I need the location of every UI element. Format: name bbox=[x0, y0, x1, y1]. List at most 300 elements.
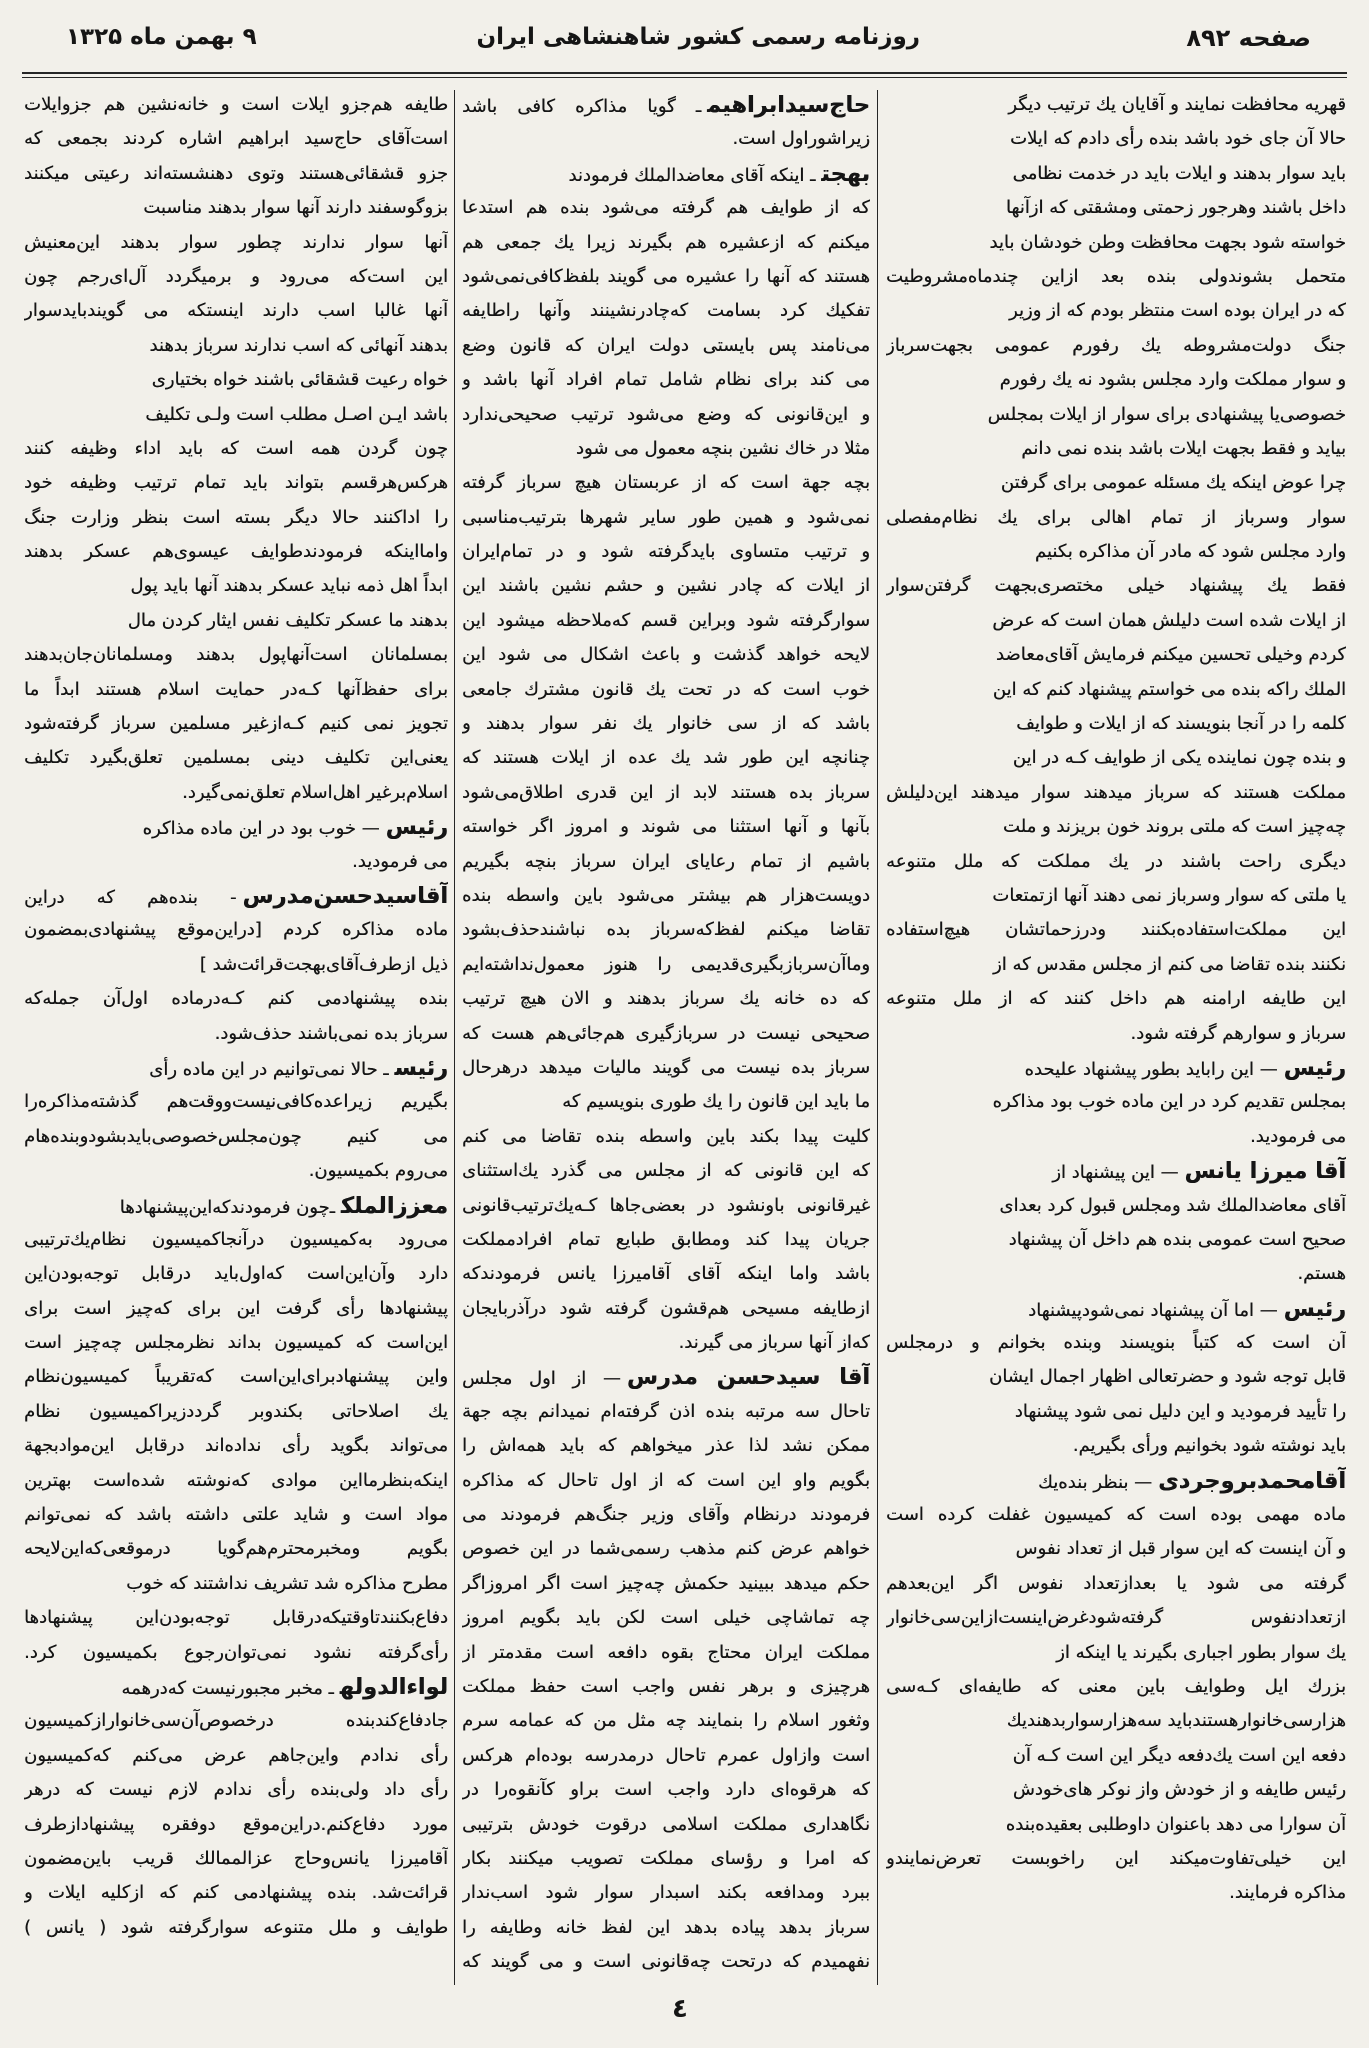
text-line bbox=[24, 1601, 448, 1635]
line-content: بدهند ما عسکر تکلیف نفس ایثار کردن مال bbox=[127, 609, 448, 631]
text-line bbox=[886, 1085, 1346, 1119]
text-line bbox=[462, 604, 870, 638]
text-line bbox=[24, 501, 448, 535]
text-line bbox=[24, 1842, 448, 1876]
text-line bbox=[886, 191, 1346, 225]
line-content: ذیل ازطرف‌آقای‌بهجت‌قرائت‌شد ] bbox=[199, 953, 448, 975]
line-content: کلیت پیدا بکند باین واسطه بنده تقاضا می کنم bbox=[462, 1125, 870, 1147]
issue-date: ۹ بهمن ماه ۱۳۲۵ bbox=[66, 24, 257, 50]
line-content: که ده خانه یك سرباز بدهند و الان هیچ ترتیب bbox=[462, 988, 870, 1010]
line-content: آقامیرزا یانس‌وحاج عزالممالك قریب باین‌مضمون bbox=[24, 1847, 448, 1869]
speech-text: ـ حالا نمی‌توانیم در این ماده رأی bbox=[149, 1058, 389, 1080]
line-content bbox=[462, 92, 870, 118]
line-content: باشد که از سی خانوار یك نفر سوار بدهند و bbox=[462, 713, 870, 735]
line-content: و سوار مملکت وارد مجلس بشود نه یك رفورم bbox=[999, 369, 1346, 391]
line-content: واین پیشنهادبرای‌این‌است که‌تقریباً کمیسیون‌نظام bbox=[24, 1366, 448, 1388]
line-content: و این‌قانونی که وضع می‌شود ترتیب صحیحی‌ندارد bbox=[462, 403, 870, 425]
speech-text: — اما آن پیشنهاد نمی‌شودپیشنهاد bbox=[1028, 1299, 1278, 1321]
line-content: وماآن‌سرباز‌بگیری‌قدیمی را هنوز معمول‌نداشته‌ایم bbox=[462, 953, 870, 975]
line-content: حالا آن جای خود باشد بنده رأی دادم که ایلات bbox=[1010, 128, 1346, 150]
speaker-name: لواءالدوله bbox=[339, 1673, 448, 1700]
speech-text: — از اول مجلس bbox=[462, 1368, 621, 1390]
line-content: هزارسی‌خانوارهستندباید سه‌هزارسواربدهندیك bbox=[1006, 1710, 1346, 1732]
line-content: حکم میدهد ببینید حکمش چه‌چیز است اگر امروزاگر bbox=[462, 1572, 870, 1594]
text-line bbox=[462, 1085, 870, 1119]
line-content: قهریه محافظت نمایند و آقایان یك ترتیب دیگر bbox=[1008, 94, 1346, 115]
line-content: ازتعدادنفوس گرفته‌شودغرض‌اینست‌ازاین‌سی‌خانوار bbox=[886, 1607, 1346, 1629]
text-line bbox=[886, 1842, 1346, 1876]
text-line bbox=[24, 260, 448, 294]
line-content: خوب است که در تحت یك قانون مشترك جامعی bbox=[462, 678, 870, 700]
text-line bbox=[886, 466, 1346, 500]
text-line bbox=[24, 1498, 448, 1532]
text-line bbox=[886, 1395, 1346, 1429]
text-line bbox=[886, 157, 1346, 191]
text-line bbox=[462, 1945, 870, 1979]
speaker-name: آقاسیدحسن‌مدرس bbox=[242, 882, 448, 909]
line-content: که در ایران بوده است منتظر بودم که از وزیر bbox=[1008, 300, 1346, 322]
text-line bbox=[886, 226, 1346, 260]
text-line bbox=[24, 1464, 448, 1498]
text-line bbox=[462, 1704, 870, 1738]
line-content: جزو قشقائی‌هستند وتوی دهنشسته‌اند رعیتی میکنند bbox=[24, 162, 448, 184]
text-line bbox=[462, 1636, 870, 1670]
speaker-name: رئیس bbox=[1283, 1295, 1346, 1322]
line-content bbox=[1052, 1158, 1346, 1185]
text-line bbox=[886, 1120, 1346, 1154]
text-line bbox=[886, 913, 1346, 947]
text-line bbox=[24, 1017, 448, 1051]
line-content: که هرقوه‌ای دارد واجب است براو کآنقوه‌را در bbox=[462, 1779, 870, 1801]
text-line bbox=[886, 1739, 1346, 1773]
text-line bbox=[24, 1567, 448, 1601]
line-content: می فرمودید. bbox=[1249, 1125, 1346, 1147]
text-line bbox=[462, 673, 870, 707]
line-content: نفهمیدم که درتحت چه‌قانونی است و می گویند که bbox=[462, 1951, 870, 1973]
text-line bbox=[24, 1326, 448, 1360]
text-line bbox=[462, 1532, 870, 1566]
line-content: از ایلات شده است دلیلش همان است که عرض bbox=[992, 609, 1346, 631]
text-line bbox=[24, 569, 448, 603]
text-line bbox=[462, 879, 870, 913]
text-line bbox=[886, 1636, 1346, 1670]
line-content: زیراشوراول است. bbox=[732, 128, 870, 150]
text-line bbox=[886, 1601, 1346, 1635]
column-separator bbox=[454, 90, 455, 1985]
text-line bbox=[24, 1257, 448, 1291]
text-line bbox=[886, 432, 1346, 466]
line-content bbox=[1037, 1467, 1346, 1494]
text-line bbox=[24, 466, 448, 500]
text-line bbox=[462, 810, 870, 844]
line-content bbox=[121, 1673, 448, 1700]
line-content: کردم وخیلی تحسین میکنم فرمایش آقای‌معاضد bbox=[995, 644, 1346, 666]
line-content: بدهند آنهائی که اسب ندارند سرباز بدهند bbox=[149, 334, 448, 356]
line-content: نکنند بنده تقاضا می کنم از مجلس مقدس که از bbox=[992, 953, 1346, 975]
line-content: مورد دفاع‌کنم.دراین‌موقع دوفقره پیشنهادازطرف bbox=[24, 1813, 448, 1835]
line-content: می فرمودید. bbox=[351, 850, 448, 872]
text-line bbox=[886, 1257, 1346, 1291]
line-content: طایفه هم‌جزو ایلات است و خانه‌نشین هم جزوایلات bbox=[24, 94, 448, 115]
line-content: این خیلی‌تفاوت‌میکند این راخوبست تعرض‌نمایند‌و bbox=[886, 1847, 1346, 1869]
text-line bbox=[886, 1189, 1346, 1223]
text-line bbox=[24, 1395, 448, 1429]
line-content bbox=[568, 160, 870, 187]
text-line bbox=[886, 1360, 1346, 1394]
text-line bbox=[462, 294, 870, 328]
speaker-name: رئیس bbox=[385, 814, 448, 841]
line-content: یا ملتی که سوار وسرباز نمی دهند آنها ازتمتعات bbox=[992, 884, 1346, 906]
line-content: هستم. bbox=[1297, 1263, 1346, 1285]
text-line bbox=[886, 294, 1346, 328]
text-line bbox=[24, 1773, 448, 1807]
text-line bbox=[886, 1429, 1346, 1463]
text-line bbox=[24, 1189, 448, 1223]
line-content: چه‌چیز است که ملتی بروند خون بریزند و ملت bbox=[1002, 816, 1346, 838]
line-content: الملك راکه بنده می خواستم پیشنهاد کنم که این bbox=[992, 678, 1346, 700]
line-content: صحیحی نیست در سربازگیری هم‌جائی‌هم هست که bbox=[462, 1022, 870, 1044]
line-content: هستند که آنها را عشیره می گویند بلفظ‌کافی‌نمی‌شود bbox=[462, 265, 870, 287]
text-line bbox=[24, 294, 448, 328]
text-line bbox=[24, 604, 448, 638]
line-content: دفاع‌بکنند‌تاوقتیکه‌درقابل توجه‌بودن‌این پیشنهادها bbox=[24, 1607, 448, 1629]
text-line bbox=[462, 1257, 870, 1291]
text-line bbox=[24, 1051, 448, 1085]
speaker-name: حاج‌سیدابراهیم bbox=[707, 92, 870, 118]
line-content: جنگ دولت‌مشروطه یك رفورم عمومی بجهت‌سرباز bbox=[886, 334, 1346, 356]
column-middle bbox=[462, 88, 870, 1988]
line-content: و آن اینست که این سوار قبل از تعداد نفوس bbox=[1015, 1538, 1346, 1560]
text-line bbox=[462, 1498, 870, 1532]
line-content: می‌تواند بگوید رأی نداده‌اند درقابل این‌موادبجهة bbox=[24, 1435, 448, 1457]
text-line bbox=[462, 1773, 870, 1807]
text-line bbox=[24, 673, 448, 707]
line-content bbox=[119, 1192, 448, 1219]
header-rule bbox=[22, 72, 1347, 74]
page-number-label: صفحه ۸۹۲ bbox=[1186, 24, 1311, 52]
text-line bbox=[462, 1360, 870, 1394]
text-line bbox=[886, 1292, 1346, 1326]
text-line bbox=[886, 604, 1346, 638]
line-content: اسلام‌برغیر اهل‌اسلام تعلق‌نمی‌گیرد. bbox=[182, 781, 448, 803]
line-content: وامااینکه فرمودندطوایف عیسوی‌هم عسکر بدهند bbox=[24, 541, 448, 563]
text-line bbox=[462, 845, 870, 879]
line-content: مذاکره فرمایند. bbox=[1228, 1882, 1346, 1904]
line-content: تاحال سه مرتبه بنده اذن گرفته‌ام نمیدانم بچه جهة bbox=[462, 1400, 870, 1422]
line-content: ازطایفه مسیحی هم‌قشون گرفته شود درآذربایجان bbox=[462, 1297, 870, 1319]
text-line bbox=[886, 363, 1346, 397]
line-content: مواد است و شاید علتی داشته باشد که نمی‌توانم bbox=[24, 1504, 448, 1526]
line-content: سرباز بده نیست می گویند مالیات میدهد درهرحال bbox=[462, 1056, 870, 1078]
text-line bbox=[462, 776, 870, 810]
text-line bbox=[462, 1326, 870, 1360]
text-line bbox=[462, 1842, 870, 1876]
text-line bbox=[886, 776, 1346, 810]
text-line bbox=[886, 88, 1346, 122]
line-content: یعنی‌این تکلیف دینی بمسلمین تعلق‌بگیرد تکلیف bbox=[24, 747, 448, 769]
text-line bbox=[24, 879, 448, 913]
line-content: آن است که کتباً بنویسند وبنده بخوانم و درمجلس bbox=[886, 1332, 1346, 1354]
text-line bbox=[24, 638, 448, 672]
text-line bbox=[24, 398, 448, 432]
text-line bbox=[24, 88, 448, 122]
line-content: خواسته شود بجهت محافظت وطن خودشان باید bbox=[989, 231, 1346, 253]
text-line bbox=[462, 741, 870, 775]
text-line bbox=[24, 329, 448, 363]
text-line bbox=[24, 226, 448, 260]
line-content: که این قانونی که از مجلس می گذرد یك‌استثنای bbox=[462, 1160, 870, 1182]
line-content: سوارگرفته شود وبراین قسم که‌ملاحظه میشود این bbox=[462, 609, 870, 631]
line-content: بچه جهة است که از عربستان هیچ سرباز گرفته bbox=[462, 472, 870, 494]
line-content: قرائت‌شد. بنده پیشنهادمی کنم که ازکلیه ایلات و bbox=[24, 1882, 448, 1904]
line-content bbox=[1024, 1054, 1347, 1081]
text-line bbox=[886, 398, 1346, 432]
text-line bbox=[886, 982, 1346, 1016]
line-content: از ایلات که چادر نشین و حشم نشین باشند این bbox=[462, 575, 870, 597]
line-content: بآنها و آنها استثنا می شوند و امروز اگر خواسته bbox=[462, 816, 870, 838]
speech-text: — بنظر بنده‌یك bbox=[1037, 1471, 1153, 1493]
text-line bbox=[24, 776, 448, 810]
speaker-name: رئیس bbox=[1283, 1054, 1346, 1081]
line-content: سرباز بده نمی‌باشند حذف‌شود. bbox=[214, 1022, 448, 1044]
text-line bbox=[886, 741, 1346, 775]
column-left bbox=[24, 88, 448, 1988]
line-content: قابل توجه شود و حضرتعالی اظهار اجمال ایشان bbox=[989, 1366, 1346, 1388]
text-line bbox=[886, 638, 1346, 672]
line-content: می کند برای نظام شامل تمام افراد آنها باشد و bbox=[462, 369, 870, 391]
text-line bbox=[462, 1567, 870, 1601]
speech-text: — خوب بود در این ماده مذاکره bbox=[142, 818, 380, 840]
text-line bbox=[462, 1429, 870, 1463]
line-content: باید سوار بدهند و ایلات باید در خدمت نظامی bbox=[1012, 162, 1346, 184]
column-separator bbox=[877, 90, 878, 1985]
line-content: است وازاول عمرم تاحال درمدرسه بوده‌ام هرکس bbox=[462, 1744, 870, 1766]
line-content: این است‌که می‌رود و برمیگردد آل‌ای‌رجم چون bbox=[24, 265, 448, 287]
line-content: هرچیزی و برهر نفس واجب است حفظ مملکت bbox=[462, 1675, 870, 1697]
line-content: گرفته می شود یا بعدازتعداد نفوس اگر این‌بعدهم bbox=[886, 1572, 1346, 1594]
text-line bbox=[24, 1429, 448, 1463]
line-content: مطرح مذاکره شد تشریف نداشتند که خوب bbox=[126, 1572, 448, 1594]
line-content: دیگری راحت باشند در یك مملکت که ملل متنوعه bbox=[886, 850, 1346, 872]
line-content: ممکن نشد لذا عذر میخواهم که باید همه‌اش را bbox=[462, 1435, 870, 1457]
line-content: بیاید و فقط بجهت ایلات باشد بنده نمی دانم bbox=[1021, 437, 1346, 459]
line-content: ماده مهمی بوده است که کمیسیون غفلت کرده است bbox=[886, 1504, 1346, 1526]
line-content: چنانچه این طور شد یك عده از ایلات هستند که bbox=[462, 747, 870, 769]
footer-page-number: ٤ bbox=[672, 1994, 688, 2024]
text-line bbox=[462, 363, 870, 397]
text-line bbox=[462, 638, 870, 672]
speech-text: ـ مخبر مجبورنیست که‌درهمه bbox=[121, 1677, 334, 1699]
line-content: بگیریم زیرا‌عده‌کافی‌نیست‌ووقت‌هم گذشته‌مذاکره‌را bbox=[24, 1091, 448, 1113]
text-line bbox=[24, 1808, 448, 1842]
speaker-name: آقا سیدحسن مدرس bbox=[626, 1364, 870, 1391]
text-line bbox=[462, 535, 870, 569]
line-content: و بنده چون نماینده یکی از طوایف کـه در این bbox=[1012, 747, 1346, 769]
line-content: نگاهداری مملکت اسلامی درقوت خودش بترتیبی bbox=[462, 1813, 870, 1835]
text-line bbox=[886, 1154, 1346, 1188]
text-line bbox=[462, 1395, 870, 1429]
line-content: تجویز نمی کنیم کـه‌ازغیر مسلمین سرباز گرفته‌شود bbox=[24, 713, 448, 735]
speaker-name: معززالملك bbox=[340, 1192, 448, 1219]
line-content: این‌است که کمیسیون بداند نظرمجلس چه‌چیز است bbox=[24, 1332, 448, 1354]
text-line bbox=[24, 1085, 448, 1119]
text-line bbox=[886, 260, 1346, 294]
line-content: مملکت هستند که سرباز میدهند سوار میدهند این‌دلیلش bbox=[886, 781, 1346, 803]
text-line bbox=[24, 535, 448, 569]
text-line bbox=[886, 1876, 1346, 1910]
text-line bbox=[462, 1051, 870, 1085]
line-content: وثغور اسلام را بنمایند چه مثل من که عمامه سرم bbox=[462, 1710, 870, 1732]
line-content: مثلا در خاك نشین بنچه معمول می شود bbox=[575, 437, 870, 459]
text-line bbox=[886, 948, 1346, 982]
speaker-name: آقامحمدبروجردی bbox=[1158, 1467, 1346, 1494]
line-content bbox=[1028, 1295, 1346, 1322]
text-line bbox=[886, 569, 1346, 603]
text-line bbox=[24, 1360, 448, 1394]
text-line bbox=[24, 122, 448, 156]
line-content: این مملکت‌استفاده‌بکنند ودرزحماتشان هیچ‌استفاده bbox=[886, 919, 1346, 941]
line-content: می‌رود به‌کمیسیون درآنجاکمیسیون نظام‌یك‌ترتیبی bbox=[24, 1228, 448, 1250]
line-content: داخل باشند وهرجور زحمتی ومشقتی که ازآنها bbox=[1005, 197, 1346, 219]
line-content: بگویم ومخبرمحترم‌هم‌گویا درموقعی‌که‌این‌لایحه bbox=[24, 1538, 448, 1560]
line-content bbox=[24, 882, 448, 909]
line-content: میکنم که ازعشیره هم بگیرند زیرا یك جمعی هم bbox=[462, 231, 870, 253]
text-line bbox=[24, 1636, 448, 1670]
text-line bbox=[886, 1567, 1346, 1601]
line-content: را تأیید فرمودید و این دلیل نمی شود پیشنهاد bbox=[1014, 1400, 1346, 1422]
line-content: بمسلمانان است‌آنهاپول بدهند ومسلمانان‌جان‌بدهند bbox=[24, 644, 448, 666]
text-line bbox=[24, 1120, 448, 1154]
text-line bbox=[462, 1223, 870, 1257]
line-content: را اداکنند حالا دیگر بسته است بنظر وزارت جنگ bbox=[24, 506, 448, 528]
line-content: رئیس طایفه و از خودش واز نوکر های‌خودش bbox=[1012, 1779, 1346, 1801]
line-content: بنده پیشنهادمی کنم کـه‌درماده اول‌آن جمله‌که bbox=[24, 988, 448, 1010]
line-content: باشیم از تمام رعایای ایران سرباز بنچه بگیریم bbox=[462, 850, 870, 872]
text-line bbox=[462, 1601, 870, 1635]
text-line bbox=[24, 913, 448, 947]
speech-text: — این پیشنهاد از bbox=[1052, 1162, 1179, 1184]
speaker-name: رئیس bbox=[394, 1054, 448, 1081]
speech-text: - بنده‌هم که دراین bbox=[24, 886, 237, 908]
line-content: بزرك ایل وطوایف باین معنی که طایفه‌ای کـه‌سی bbox=[886, 1675, 1346, 1697]
text-line bbox=[462, 1017, 870, 1051]
line-content: دویست‌هزار هم بیشتر می‌شود باین واسطه بنده bbox=[462, 884, 870, 906]
line-content: غیرقانونی باونشود در بعضی‌جاها کـه‌یك‌ترتیب‌قانونی bbox=[462, 1194, 870, 1216]
line-content: بزوگوسفند دارند آنها سوار بدهند مناسبت bbox=[143, 197, 448, 219]
speech-text: — این راباید بطور پیشنهاد علیحده bbox=[1024, 1058, 1278, 1080]
text-line bbox=[886, 1017, 1346, 1051]
text-line bbox=[886, 1051, 1346, 1085]
speech-text: ـ‌چون فرمودندکه‌این‌پیشنهادها bbox=[119, 1196, 335, 1218]
line-content bbox=[142, 814, 448, 841]
newspaper-title: روزنامه رسمی کشور شاهنشاهی ایران bbox=[476, 24, 920, 50]
text-line bbox=[462, 157, 870, 191]
line-content: وارد مجلس شود که مادر آن مذاکره بکنیم bbox=[1034, 541, 1346, 563]
text-line bbox=[886, 1326, 1346, 1360]
text-line bbox=[462, 1739, 870, 1773]
text-line bbox=[24, 741, 448, 775]
text-line bbox=[886, 810, 1346, 844]
line-content: می‌نامند پس بایستی دولت ایران که قانون وضع bbox=[462, 334, 870, 356]
line-content: برای حفظ‌آنها کـه‌در حمایت اسلام هستند ابداً ما bbox=[24, 678, 448, 700]
text-line bbox=[462, 1911, 870, 1945]
text-line bbox=[886, 1670, 1346, 1704]
text-line bbox=[886, 707, 1346, 741]
text-line bbox=[462, 122, 870, 156]
text-line bbox=[886, 1464, 1346, 1498]
text-line bbox=[24, 1223, 448, 1257]
text-line bbox=[24, 707, 448, 741]
line-content: بمجلس تقدیم کرد در این ماده خوب بود مذاکره bbox=[992, 1091, 1346, 1113]
header-rule-thin bbox=[22, 77, 1347, 78]
text-line bbox=[24, 810, 448, 844]
line-content: ببرد ومدافعه بکند اسبدار سوار شود اسب‌ندار bbox=[462, 1882, 870, 1904]
line-content: طوایف و ملل متنوعه سوارگرفته شود ( یانس ) bbox=[24, 1916, 448, 1938]
text-line bbox=[24, 948, 448, 982]
line-content: دفعه این است یك‌دفعه دیگر این است کـه آن bbox=[1012, 1744, 1346, 1766]
text-line bbox=[886, 329, 1346, 363]
text-line bbox=[462, 707, 870, 741]
text-line bbox=[24, 191, 448, 225]
line-content: خصوصی‌یا پیشنهادی برای سوار از ایلات بمجلس bbox=[987, 403, 1346, 425]
text-line bbox=[886, 845, 1346, 879]
line-content: جادفاع‌کندبنده درخصوص‌آن‌سی‌خانوارازکمیسیون bbox=[24, 1710, 448, 1732]
line-content: پیشنهادها رأی گرفت این برای که‌چیز است برای bbox=[24, 1297, 448, 1319]
line-content: اینکه‌بنظرما‌این موادی که‌نوشته شده‌است بهترین bbox=[24, 1469, 448, 1491]
line-content: این طایفه ارامنه هم داخل کنند که از ملل متنوعه bbox=[886, 988, 1346, 1010]
line-content: فرمودند درنظام وآقای وزیر جنگ‌هم فرمودند می bbox=[462, 1504, 870, 1526]
text-line bbox=[462, 1670, 870, 1704]
text-line bbox=[462, 1154, 870, 1188]
text-line bbox=[462, 398, 870, 432]
text-line bbox=[462, 569, 870, 603]
line-content: چه تماشاچی خیلی است لکن باید بگویم امروز bbox=[462, 1607, 870, 1629]
text-line bbox=[24, 982, 448, 1016]
text-line bbox=[886, 535, 1346, 569]
line-content: سرباز بده هستند لابد از این قدری اطلاق‌می‌شود bbox=[462, 781, 870, 803]
text-line bbox=[886, 1498, 1346, 1532]
text-line bbox=[24, 432, 448, 466]
text-line bbox=[24, 1739, 448, 1773]
speaker-name: آقا میرزا یانس bbox=[1184, 1158, 1346, 1185]
text-line bbox=[462, 1464, 870, 1498]
text-line bbox=[886, 122, 1346, 156]
text-line bbox=[886, 1223, 1346, 1257]
text-line bbox=[462, 260, 870, 294]
text-line bbox=[24, 1154, 448, 1188]
line-content: ماده مذاکره کردم [دراین‌موقع پیشنهادی‌بمضمون bbox=[24, 919, 448, 941]
text-line bbox=[886, 879, 1346, 913]
line-content: می کنیم چون‌مجلس‌خصوصی‌بایدبشود‌وبنده‌هام bbox=[24, 1125, 448, 1147]
line-content: دارد وآن‌این‌است که‌اول‌باید درقابل توجه‌بودن‌این bbox=[24, 1263, 448, 1285]
text-line bbox=[462, 982, 870, 1016]
line-content: لایحه خواهد گذشت و باعث اشکال می شود این bbox=[462, 644, 870, 666]
line-content: فقط یك پیشنهاد خیلی مختصری‌بجهت گرفتن‌سوار bbox=[886, 575, 1346, 597]
line-content: سرباز بدهد پیاده بدهد این لفظ خانه وطایفه را bbox=[462, 1916, 870, 1938]
column-right bbox=[886, 88, 1346, 1988]
line-content: تفکیك کرد بسامت که‌چادرنشینند وآنها راطایفه bbox=[462, 300, 870, 322]
line-content: خواهم عرض کنم مذهب رسمی‌شما در این خصوص bbox=[462, 1538, 870, 1560]
text-line bbox=[886, 1704, 1346, 1738]
line-content: سوار وسرباز از تمام اهالی برای یك نظام‌مفصلی bbox=[886, 506, 1346, 528]
text-line bbox=[24, 1911, 448, 1945]
line-content: رأی‌گرفته نشود نمی‌توان‌رجوع بکمیسیون کرد. bbox=[24, 1641, 448, 1663]
line-content: آنها غالبا اسب دارند اینستکه می گویند‌بایدسوار bbox=[24, 300, 448, 322]
text-line bbox=[462, 1120, 870, 1154]
line-content: باشد ایـن اصـل مطلب است ولـی تکلیف bbox=[145, 403, 448, 425]
line-content: جریان پیدا کند ومطابق طبایع تمام افرادمملکت bbox=[462, 1228, 870, 1250]
line-content: یك اصلاحاتی بکندوبر گردد‌زیرا‌کمیسیون نظام bbox=[24, 1400, 448, 1422]
